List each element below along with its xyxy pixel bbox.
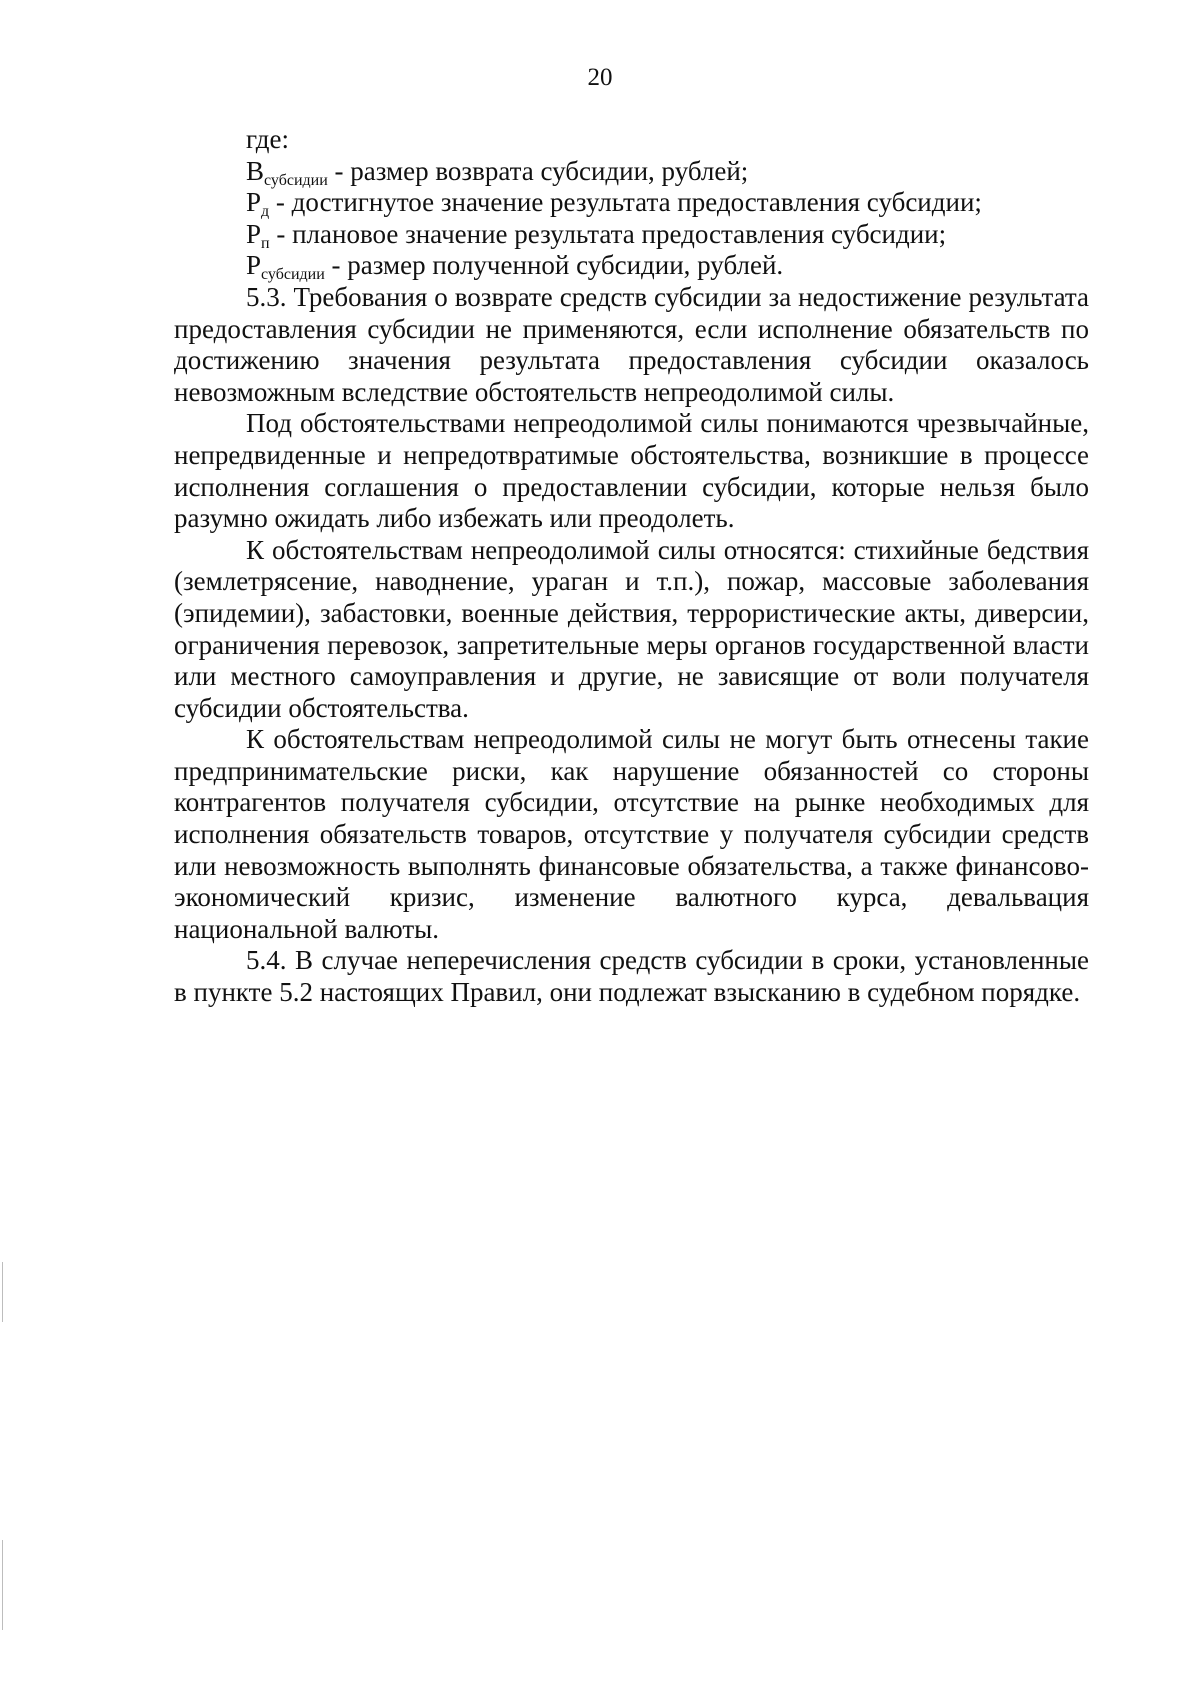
definition-received-amount	[174, 250, 1089, 282]
definition-text: - размер возврата субсидии, рублей;	[327, 155, 749, 186]
paragraph-force-majeure-definition: Под обстоятельствами непреодолимой силы понимаются чрезвычайные, непредвиденные и непредотвратимые обстоятельства, возникшие в процессе исполнения соглашения о предоставлении субсидии, которые нельзя было разумно ожидать либо избежать или преодолеть.	[174, 408, 1089, 534]
definition-text: - достигнутое значение результата предоставления субсидии;	[269, 187, 982, 218]
scan-edge-mark	[2, 1262, 3, 1322]
definition-achieved-value	[174, 187, 1089, 219]
formula-symbol: Р	[246, 187, 262, 218]
definition-text: - размер полученной субсидии, рублей.	[324, 250, 784, 281]
definition-text: - плановое значение результата предоставления субсидии;	[269, 218, 947, 249]
definition-planned-value	[174, 219, 1089, 251]
formula-subscript: субсидии	[261, 266, 325, 284]
paragraph-force-majeure-exclusions: К обстоятельствам непреодолимой силы не могут быть отнесены такие предпринимательские риски, как нарушение обязанностей со стороны контрагентов получателя субсидии, отсутствие на рынке необходимых для исполнения обязательств товаров, отсутствие у получателя субсидии средств или невозможность выполнять финансовые обязательства, а также финансово-экономический кризис, изменение валютного курса, девальвация национальной валюты.	[174, 724, 1089, 944]
formula-subscript: п	[261, 234, 270, 252]
formula-symbol: Р	[246, 250, 262, 281]
page-number: 20	[587, 64, 613, 91]
paragraph-force-majeure-list: К обстоятельствам непреодолимой силы относятся: стихийные бедствия (землетрясение, наводнение, ураган и т.п.), пожар, массовые заболевания (эпидемии), забастовки, военные действия, террористические акты, диверсии, ограничения перевозок, запретительные меры органов государственной власти или местного самоуправления и другие, не зависящие от воли получателя субсидии обстоятельства.	[174, 534, 1089, 723]
definition-return-amount	[174, 156, 1089, 188]
formula-symbol: В	[246, 155, 265, 186]
formula-subscript: д	[261, 203, 270, 221]
definitions-intro: где:	[246, 124, 289, 154]
paragraph-5-3: 5.3. Требования о возврате средств субсидии за недостижение результата предоставления субсидии не применяются, если исполнение обязательств по достижению значения результата предоставления субсидии оказалось невозможным вследствие обстоятельств непреодолимой силы.	[174, 281, 1089, 407]
formula-symbol: Р	[246, 218, 262, 249]
formula-subscript: субсидии	[264, 171, 328, 189]
paragraph-5-4: 5.4. В случае неперечисления средств субсидии в сроки, установленные в пункте 5.2 настоящих Правил, они подлежат взысканию в судебном порядке.	[174, 945, 1089, 1008]
scan-edge-mark	[2, 1540, 3, 1630]
document-body	[174, 124, 1089, 1009]
